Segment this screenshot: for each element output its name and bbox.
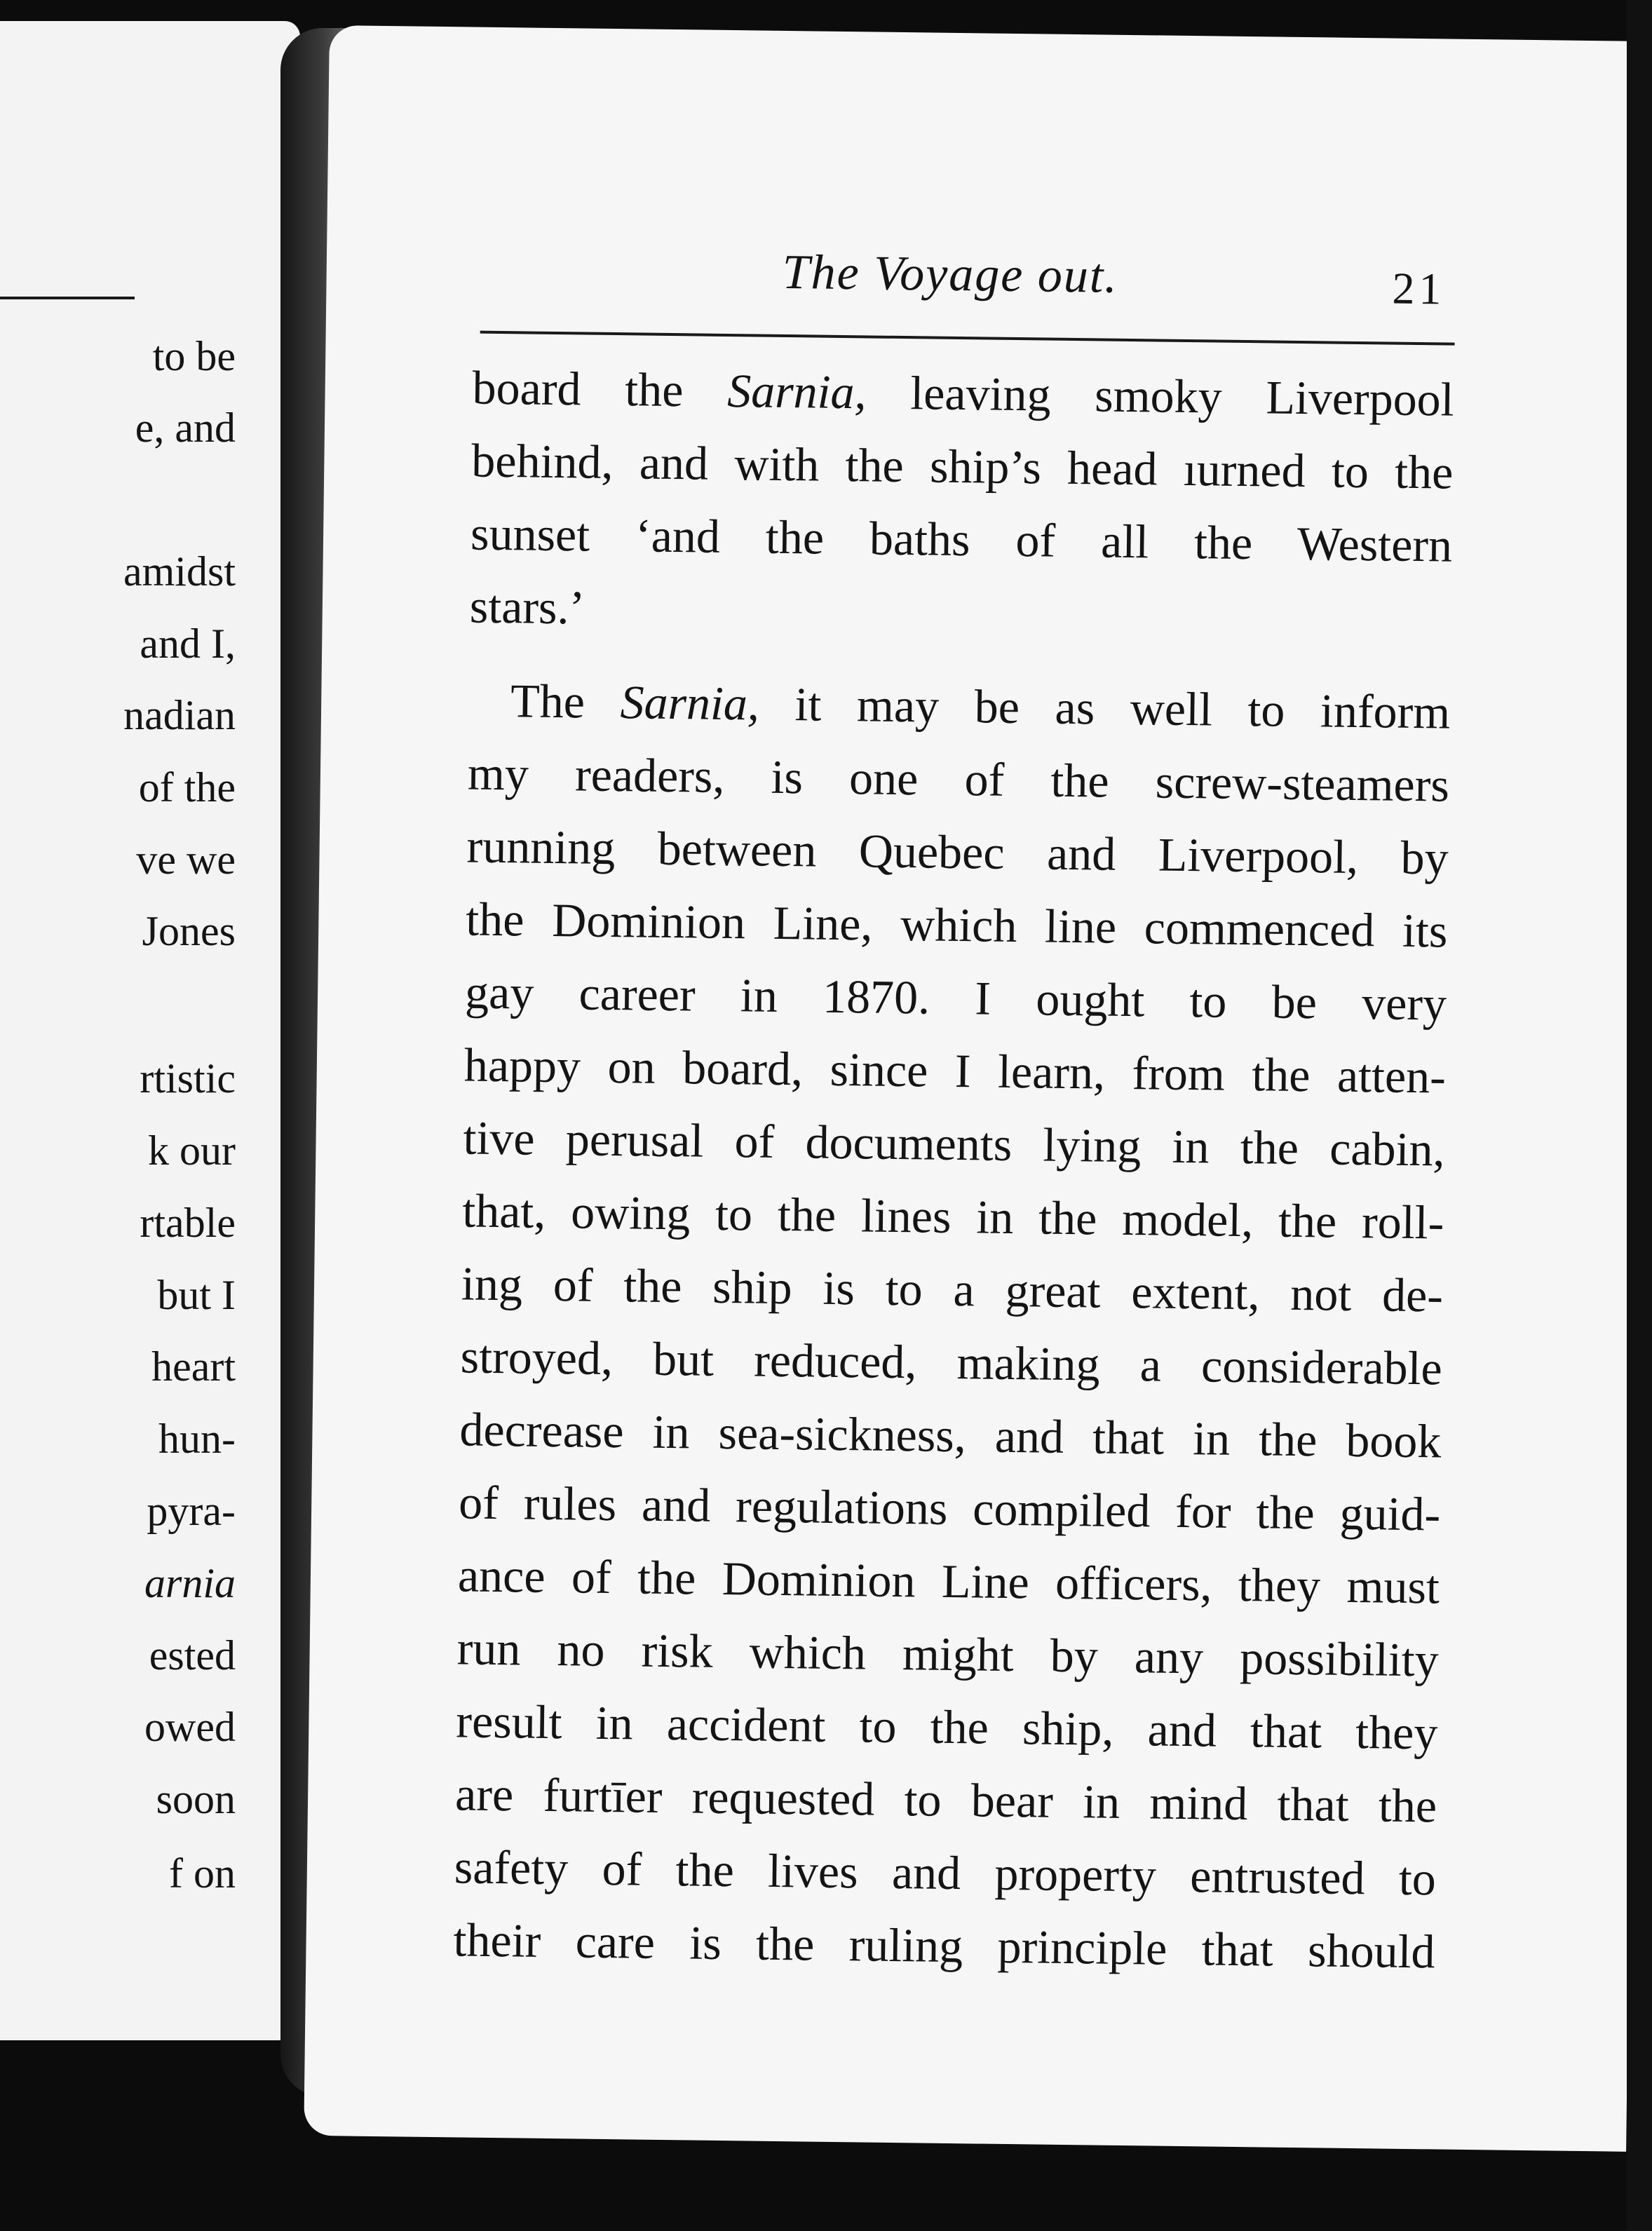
text-run: decrease in sea-sickness, and that in the book — [459, 1402, 1442, 1468]
text-line — [454, 1830, 1436, 1915]
left-page-line-fragment: ve we — [136, 836, 236, 883]
left-page-line-fragment: k our — [148, 1127, 236, 1174]
left-page-line-fragment: of the — [138, 764, 236, 811]
left-page-line-fragment: hun- — [158, 1416, 236, 1462]
text-line — [455, 1757, 1437, 1842]
text-run: stroyed, but reduced, making a considerable — [460, 1329, 1443, 1395]
text-line — [466, 809, 1449, 894]
text-run: ing of the ship is to a great extent, not de- — [461, 1256, 1444, 1322]
left-page-line-fragment: pyra- — [147, 1488, 236, 1534]
left-page-line-fragment: heart — [151, 1343, 236, 1390]
left-page-line-fragment: Jones — [142, 908, 236, 954]
left-page-line-fragment: ested — [149, 1632, 236, 1679]
left-page-line-fragment: but I — [157, 1272, 236, 1318]
text-line — [471, 424, 1454, 509]
text-line — [453, 1903, 1435, 1988]
text-run: sunset ‘and the baths of all the Western — [470, 506, 1453, 572]
text-line — [462, 1174, 1444, 1259]
text-line — [459, 1392, 1442, 1477]
text-run: run no risk which might by any possibility — [456, 1621, 1440, 1687]
text-run: behind, and with the ship’s head ıurned to the — [470, 433, 1454, 499]
text-line — [466, 882, 1448, 967]
left-page-line-fragment: owed — [144, 1704, 236, 1750]
text-line — [456, 1611, 1439, 1696]
page-number: 21 — [1392, 263, 1446, 314]
text-line — [459, 1465, 1441, 1550]
italic-ship-name: Sarnia, — [726, 363, 867, 419]
left-page-line-fragment: amidst — [123, 548, 236, 595]
text-run: gay career in 1870. I ought to be very — [464, 965, 1447, 1031]
text-run: happy on board, since I learn, from the atten- — [463, 1038, 1447, 1104]
text-line — [472, 351, 1454, 436]
left-page-rule — [0, 297, 135, 299]
left-page-line-fragment: and I, — [140, 621, 236, 667]
text-run: ance of the Dominion Line officers, they must — [457, 1548, 1440, 1614]
text-run: result in accident to the ship, and that they — [456, 1694, 1438, 1760]
text-run: of rules and regulations compiled for the guid- — [458, 1475, 1441, 1541]
left-page-line-fragment: rtable — [140, 1200, 236, 1246]
text-line — [457, 1538, 1440, 1623]
header-rule — [480, 331, 1455, 346]
text-line — [465, 955, 1447, 1040]
text-line — [468, 663, 1451, 748]
text-run: safety of the lives and property entrusted to — [454, 1840, 1437, 1906]
running-head: The Voyage out. — [782, 245, 1119, 304]
left-page-line-fragment: to be — [152, 333, 236, 379]
left-page-line-fragment: rtistic — [140, 1055, 236, 1101]
text-run: running between Quebec and Liverpool, by — [466, 819, 1449, 885]
text-run: are furtīer requested to bear in mind that the — [454, 1767, 1437, 1833]
right-page — [304, 25, 1652, 2152]
text-run: the Dominion Line, which line commenced its — [465, 892, 1448, 958]
text-run: board the — [472, 360, 728, 417]
text-line — [470, 497, 1453, 582]
text-line — [460, 1320, 1442, 1404]
text-line — [461, 1247, 1443, 1331]
body-text — [453, 351, 1454, 1988]
text-run: that, owing to the lines in the model, the roll- — [461, 1184, 1444, 1249]
left-page — [0, 21, 300, 2040]
text-run: tive perusal of documents lying in the cabin, — [463, 1111, 1445, 1176]
left-page-line-fragment: e, and — [135, 405, 236, 451]
text-line — [456, 1684, 1438, 1769]
text-line — [467, 736, 1449, 821]
italic-ship-name: Sarnia, — [620, 675, 760, 731]
left-page-line-fragment: f on — [169, 1850, 236, 1897]
text-run: leaving smoky Liverpool — [866, 365, 1455, 426]
text-run: it may be as well to inform — [759, 677, 1451, 739]
scan-edge — [1627, 0, 1652, 2231]
left-page-line-fragment: arnia — [144, 1560, 236, 1606]
text-run: stars.’ — [469, 579, 585, 635]
text-line — [463, 1028, 1446, 1113]
text-line — [463, 1101, 1445, 1186]
left-page-line-fragment: nadian — [123, 692, 236, 738]
text-run: The — [510, 674, 621, 729]
text-run: their care is the ruling principle that should — [453, 1913, 1436, 1979]
text-line — [469, 570, 1451, 655]
left-page-line-fragment: soon — [156, 1776, 236, 1822]
text-run: my readers, is one of the screw-steamers — [467, 746, 1450, 812]
